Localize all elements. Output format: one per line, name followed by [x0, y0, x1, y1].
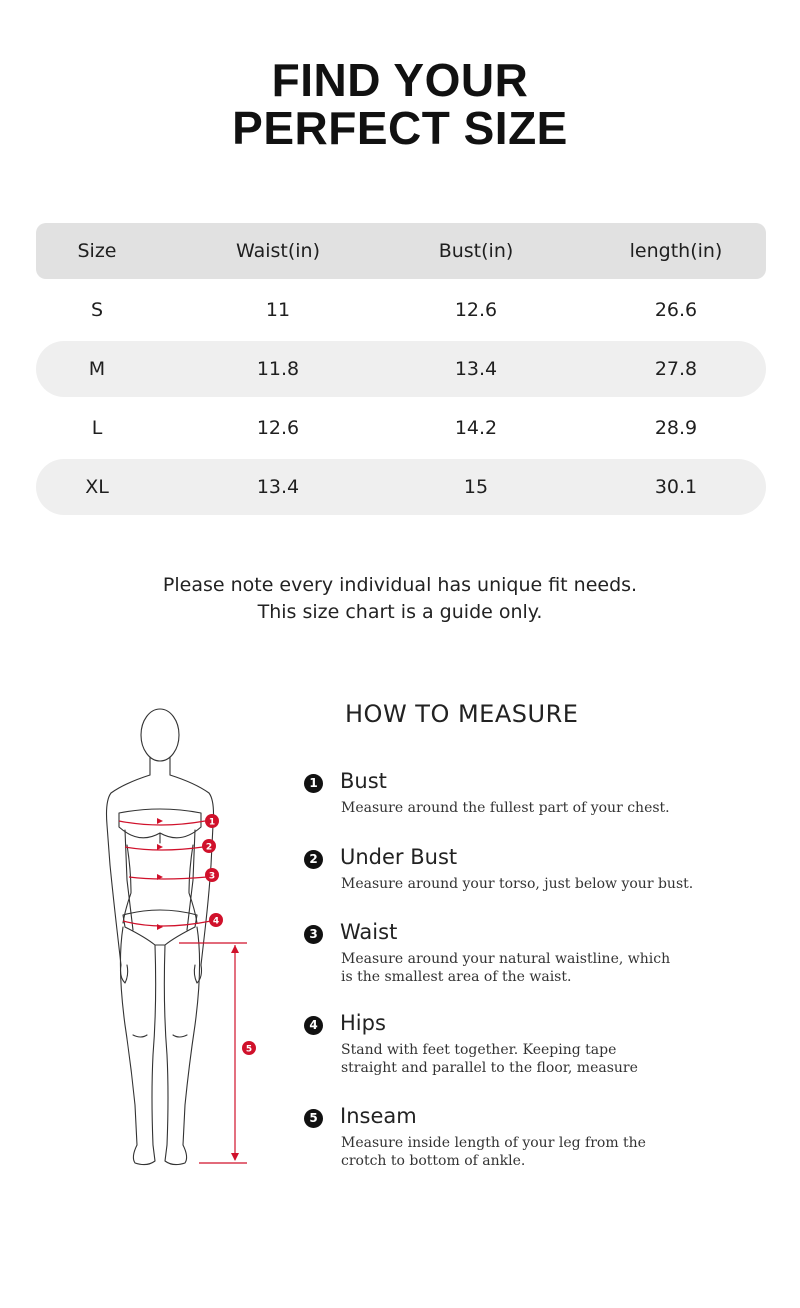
step-description-line: straight and parallel to the floor, measure [341, 1060, 638, 1076]
table-cell: 26.6 [654, 299, 698, 321]
table-cell: 28.9 [654, 417, 698, 439]
table-header-row [36, 223, 766, 279]
table-cell: 12.6 [256, 417, 300, 439]
table-cell: 13.4 [454, 358, 498, 380]
table-cell: 12.6 [454, 299, 498, 321]
table-cell: L [91, 417, 103, 439]
how-to-measure-title: HOW TO MEASURE [345, 700, 579, 728]
step-description-line: crotch to bottom of ankle. [341, 1153, 526, 1169]
marker-label: 2 [205, 842, 213, 853]
step-description [341, 799, 741, 817]
marker-label: 1 [208, 817, 216, 828]
step-number-badge: 5 [304, 1109, 323, 1128]
step-description-line: Measure around your torso, just below your bust. [341, 876, 694, 892]
step-title: Bust [340, 769, 387, 793]
table-cell: 30.1 [654, 476, 698, 498]
step-description-line: Stand with feet together. Keeping tape [341, 1042, 617, 1058]
step-description-line: Measure around your natural waistline, which [341, 951, 671, 967]
table-row [36, 400, 766, 456]
size-table [36, 223, 766, 518]
table-row [36, 341, 766, 397]
step-description [341, 1041, 741, 1077]
marker-label: 5 [245, 1044, 253, 1055]
body-measurement-figure-icon [95, 705, 265, 1170]
step-description [341, 875, 741, 893]
table-cell: 11.8 [256, 358, 300, 380]
column-header-waist: Waist(in) [236, 240, 320, 262]
column-header-length: length(in) [629, 240, 723, 262]
page-title-line-2: PERFECT SIZE [232, 102, 568, 154]
page-title-line-1: FIND YOUR [271, 54, 529, 106]
step-description-line: is the smallest area of the waist. [341, 969, 572, 985]
step-number-badge: 2 [304, 850, 323, 869]
step-description-line: Measure around the fullest part of your chest. [341, 800, 670, 816]
table-cell: 13.4 [256, 476, 300, 498]
step-number-badge: 4 [304, 1016, 323, 1035]
column-header-bust: Bust(in) [438, 240, 514, 262]
marker-label: 3 [208, 871, 216, 882]
table-cell: S [90, 299, 104, 321]
marker-label: 4 [212, 916, 220, 927]
table-cell: 27.8 [654, 358, 698, 380]
table-cell: XL [85, 476, 109, 498]
step-description-line: Measure inside length of your leg from the [341, 1135, 646, 1151]
step-title: Waist [340, 920, 398, 944]
table-row [36, 459, 766, 515]
table-cell: 14.2 [454, 417, 498, 439]
column-header-size: Size [77, 240, 117, 262]
fit-note-line-1: Please note every individual has unique fit needs. [162, 574, 638, 596]
fit-note-line-2: This size chart is a guide only. [257, 601, 543, 623]
step-title: Under Bust [340, 845, 458, 869]
table-cell: M [88, 358, 106, 380]
step-description [341, 1134, 741, 1170]
table-cell: 11 [265, 299, 291, 321]
table-cell: 15 [463, 476, 489, 498]
step-description [341, 950, 741, 986]
step-number-badge: 3 [304, 925, 323, 944]
step-title: Inseam [340, 1104, 417, 1128]
step-number-badge: 1 [304, 774, 323, 793]
step-title: Hips [340, 1011, 386, 1035]
table-row [36, 282, 766, 338]
